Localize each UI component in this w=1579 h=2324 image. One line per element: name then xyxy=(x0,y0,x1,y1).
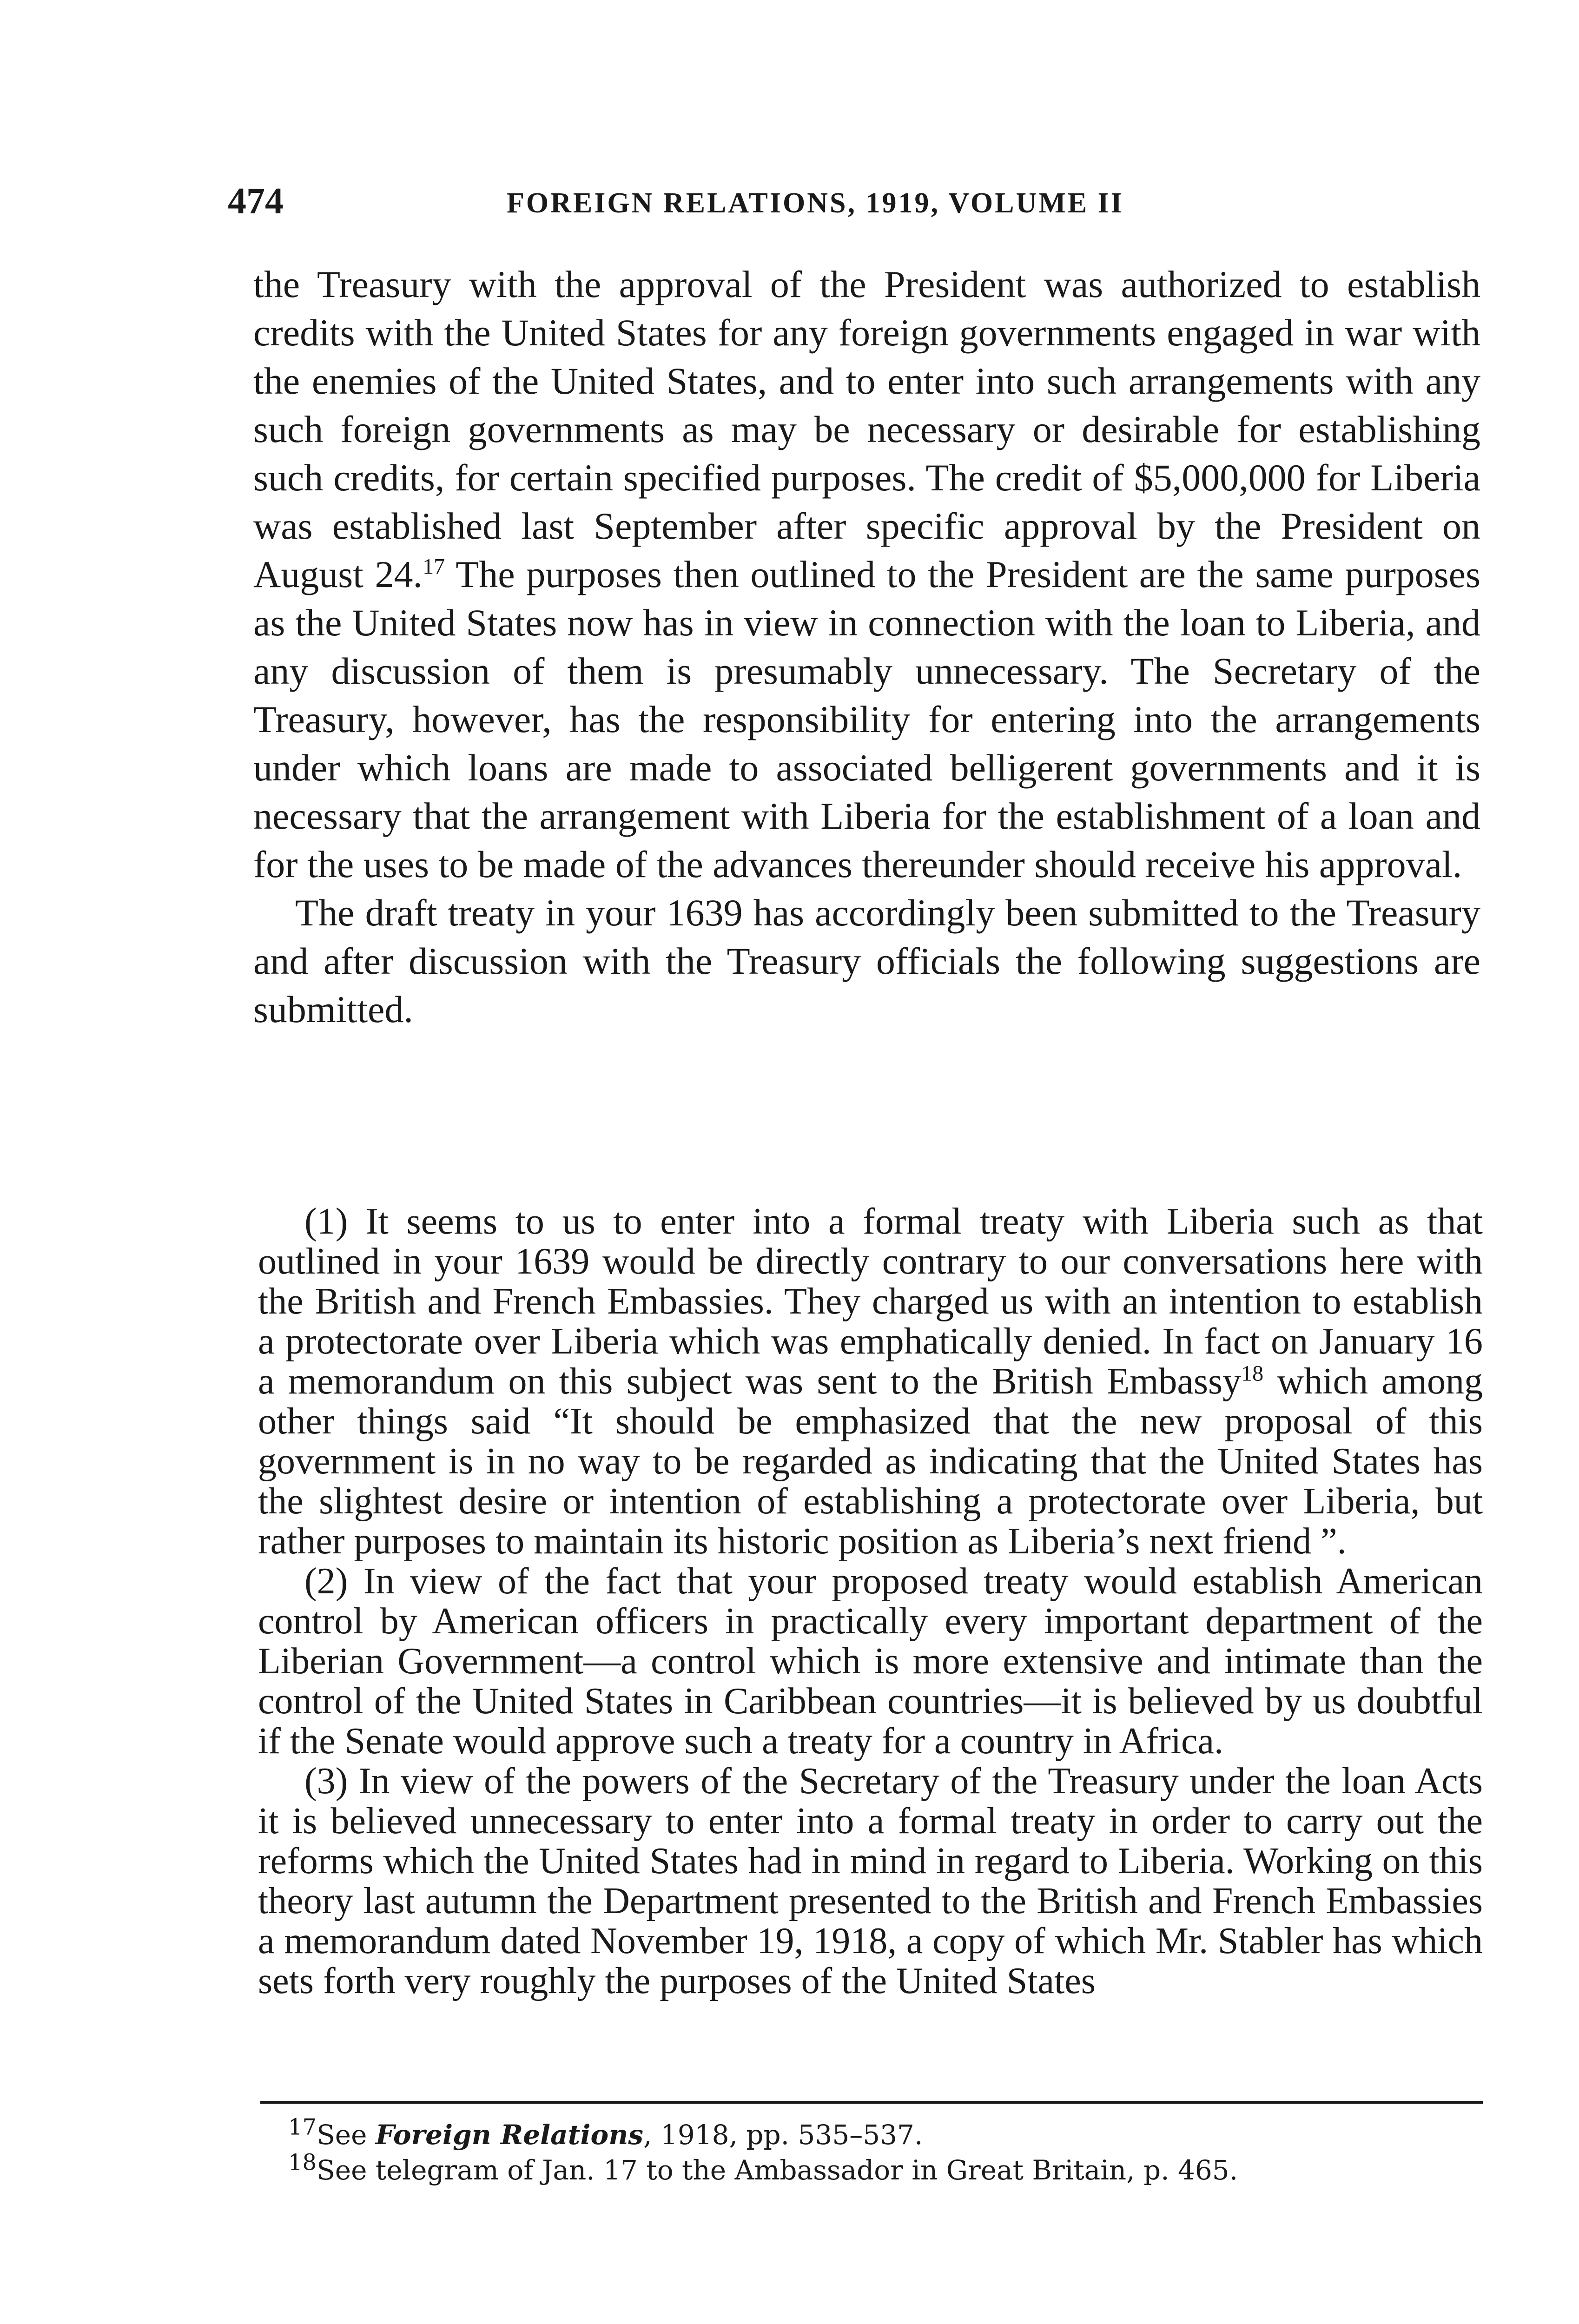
memo-item-1-part-a: (1) It seems to us to enter into a formal treaty with Liberia such as that outlined in your 1639 would be directly contrary to our conversations here with the British and French Embassies. They charged us with an intention to establish a protectorate over Liberia which was emphatically denied. In fact on January 16 a memorandum on this subject was sent to the British Embassy xyxy=(258,1201,1483,1402)
memo-item-2: (2) In view of the fact that your proposed treaty would establish American control by American officers in practically every important department of the Liberian Government—a control which is more extensive and intimate than the control of the United States in Caribbean countries—it is believed by us doubtful if the Senate would approve such a treaty for a country in Africa. xyxy=(258,1561,1483,1762)
footnote-17 xyxy=(288,2114,1483,2152)
footnote-18 xyxy=(288,2149,1483,2188)
footnote-17-prefix: See xyxy=(317,2119,376,2151)
memo-item-1 xyxy=(258,1202,1483,1561)
memo-item-3: (3) In view of the powers of the Secretary of the Treasury under the loan Acts it is believed unnecessary to enter into a formal treaty in order to carry out the reforms which the United States had in mind in regard to Liberia. Working on this theory last autumn the Department presented to the British and French Embassies a memorandum dated November 19, 1918, a copy of which Mr. Stabler has which sets forth very roughly the purposes of the United States xyxy=(258,1761,1483,2001)
paragraph-1-part-b: The purposes then outlined to the President are the same purposes as the United States now has in view in connection with the loan to Liberia, and any discussion of them is presumably unnecessary. The Secretary of the Treasury, however, has the responsibility for entering into the arrangements under which loans are made to associated belligerent governments and it is necessary that the arrangement with Liberia for the establishment of a loan and for the uses to be made of the advances thereunder should receive his approval. xyxy=(253,553,1480,885)
footnote-ref-17: 17 xyxy=(423,554,445,579)
running-head: FOREIGN RELATIONS, 1919, VOLUME II xyxy=(507,187,1124,219)
footnotes xyxy=(288,2114,1483,2188)
footnote-17-title: Foreign Relations xyxy=(375,2119,644,2151)
footnote-17-suffix: , 1918, pp. 535–537. xyxy=(643,2119,923,2151)
memo-item-1-part-b: which among other things said “It should be emphasized that the new proposal of this government is in no way to be regarded as indicating that the United States has the slightest desire or intention of establishing a protectorate over Liberia, but rather purposes to maintain its historic position as Liberia’s next friend ”. xyxy=(258,1361,1483,1562)
paragraph-1-part-a: the Treasury with the approval of the President was authorized to establish credits with the United States for any foreign governments engaged in war with the enemies of the United States, and to enter into such arrangements with any such foreign governments as may be necessary or desirable for establishing such credits, for certain specified purposes. The credit of $5,000,000 for Liberia was established last September after specific approval by the President on August 24. xyxy=(253,263,1480,595)
memo-list xyxy=(258,1202,1483,2001)
body-text xyxy=(253,260,1480,1034)
paragraph-1 xyxy=(253,260,1480,889)
paragraph-2: The draft treaty in your 1639 has accordingly been submitted to the Treasury and after discussion with the Treasury officials the following suggestions are submitted. xyxy=(253,891,1480,1030)
page-header xyxy=(228,180,1399,236)
page-number: 474 xyxy=(228,181,284,222)
footnote-18-mark: 18 xyxy=(288,2149,317,2176)
footnote-ref-18: 18 xyxy=(1241,1361,1264,1386)
footnote-18-text: See telegram of Jan. 17 to the Ambassador in Great Britain, p. 465. xyxy=(317,2154,1238,2186)
footnote-17-mark: 17 xyxy=(288,2114,317,2140)
footnote-divider xyxy=(260,2101,1483,2104)
